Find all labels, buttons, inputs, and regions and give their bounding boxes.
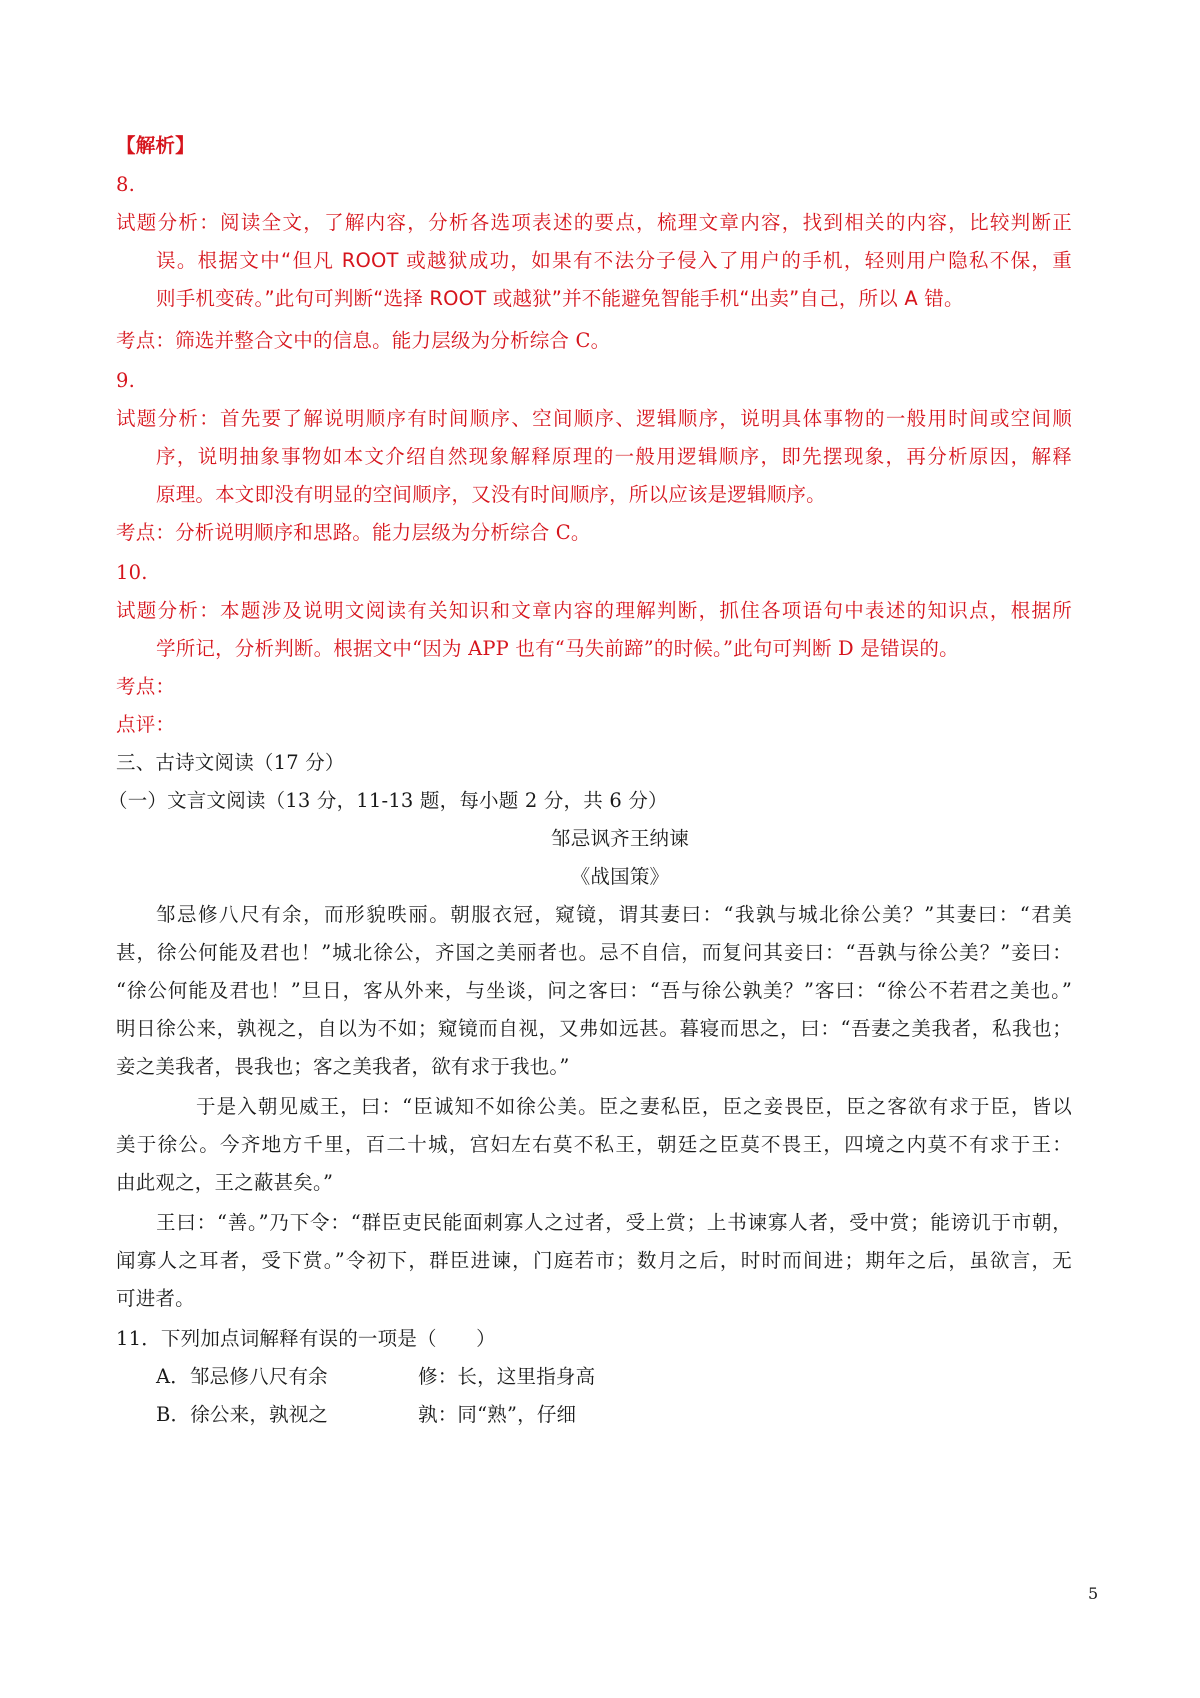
page-number: 5 [1088,1584,1099,1603]
passage-para2-line-3: 由此观之，王之蔽甚矣。” [116,1171,334,1194]
jiexi-heading: 【解析】 [116,134,195,157]
q10-number: 10. [116,561,148,584]
passage-para3-line-1: 王曰：“善。”乃下令：“群臣吏民能面刺寡人之过者，受上赏；上书谏寡人者，受中赏；能谤讥于市朝， [156,1211,1072,1234]
q9-kaodian: 考点：分析说明顺序和思路。能力层级为分析综合 C。 [116,521,591,544]
q8-number: 8. [116,173,136,196]
q8-analysis-line-2: 误。根据文中“但凡 ROOT 或越狱成功，如果有不法分子侵入了用户的手机，轻则用户隐私不保，重 [156,249,1072,272]
passage-para1-line-4: 明日徐公来，孰视之，自以为不如；窥镜而自视，又弗如远甚。暮寝而思之，曰：“吾妻之美我者，私我也； [116,1017,1072,1040]
passage-source: 《战国策》 [570,865,670,888]
q10-analysis-line-2: 学所记，分析判断。根据文中“因为 APP 也有“马失前蹄”的时候。”此句可判断 D 是错误的。 [156,637,959,660]
q8-analysis-line-1: 试题分析：阅读全文，了解内容，分析各选项表述的要点，梳理文章内容，找到相关的内容，比较判断正 [116,211,1072,234]
q10-dianping: 点评： [116,713,176,736]
passage-para1-line-2: 甚，徐公何能及君也！”城北徐公，齐国之美丽者也。忌不自信，而复问其妾曰：“吾孰与徐公美？”妾曰： [116,941,1072,964]
passage-para2-line-1: 于是入朝见威王，曰：“臣诚知不如徐公美。臣之妻私臣，臣之妾畏臣，臣之客欲有求于臣，皆以 [196,1095,1072,1118]
q10-kaodian: 考点： [116,675,176,698]
q11-option-b-label: B．徐公来，孰视之 [156,1403,329,1426]
section3-title: 三、古诗文阅读（17 分） [116,751,345,774]
q11-stem: 11．下列加点词解释有误的一项是（ ） [116,1327,496,1350]
passage-para1-line-5: 妾之美我者，畏我也；客之美我者，欲有求于我也。” [116,1055,570,1078]
q8-kaodian: 考点：筛选并整合文中的信息。能力层级为分析综合 C。 [116,329,611,352]
q11-option-a-explain: 修：长，这里指身高 [418,1365,596,1388]
passage-para3-line-3: 可进者。 [116,1287,195,1310]
passage-para3-line-2: 闻寡人之耳者，受下赏。”令初下，群臣进谏，门庭若市；数月之后，时时而间进；期年之后，虽欲言，无 [116,1249,1072,1272]
passage-para1-line-1: 邹忌修八尺有余，而形貌昳丽。朝服衣冠，窥镜，谓其妻曰：“我孰与城北徐公美？”其妻曰：“君美 [156,903,1072,926]
passage-para1-line-3: “徐公何能及君也！”旦日，客从外来，与坐谈，问之客曰：“吾与徐公孰美？”客曰：“徐公不若君之美也。” [116,979,1072,1002]
q9-number: 9. [116,369,136,392]
q9-analysis-line-1: 试题分析：首先要了解说明顺序有时间顺序、空间顺序、逻辑顺序，说明具体事物的一般用时间或空间顺 [116,407,1072,430]
passage-para2-line-2: 美于徐公。今齐地方千里，百二十城，宫妇左右莫不私王，朝廷之臣莫不畏王，四境之内莫不有求于王： [116,1133,1072,1156]
section3-sub1: （一）文言文阅读（13 分，11-13 题，每小题 2 分，共 6 分） [108,789,668,812]
q10-analysis-line-1: 试题分析：本题涉及说明文阅读有关知识和文章内容的理解判断，抓住各项语句中表述的知识点，根据所 [116,599,1072,622]
passage-title: 邹忌讽齐王纳谏 [551,827,689,850]
q11-option-a-label: A．邹忌修八尺有余 [156,1365,328,1388]
q8-analysis-line-3: 则手机变砖。”此句可判断“选择 ROOT 或越狱”并不能避免智能手机“出卖”自己，所以 A 错。 [156,287,964,310]
q11-option-b-explain: 孰：同“熟”，仔细 [418,1403,577,1426]
q9-analysis-line-2: 序，说明抽象事物如本文介绍自然现象解释原理的一般用逻辑顺序，即先摆现象，再分析原因，解释 [156,445,1072,468]
q9-analysis-line-3: 原理。本文即没有明显的空间顺序，又没有时间顺序，所以应该是逻辑顺序。 [156,483,826,506]
